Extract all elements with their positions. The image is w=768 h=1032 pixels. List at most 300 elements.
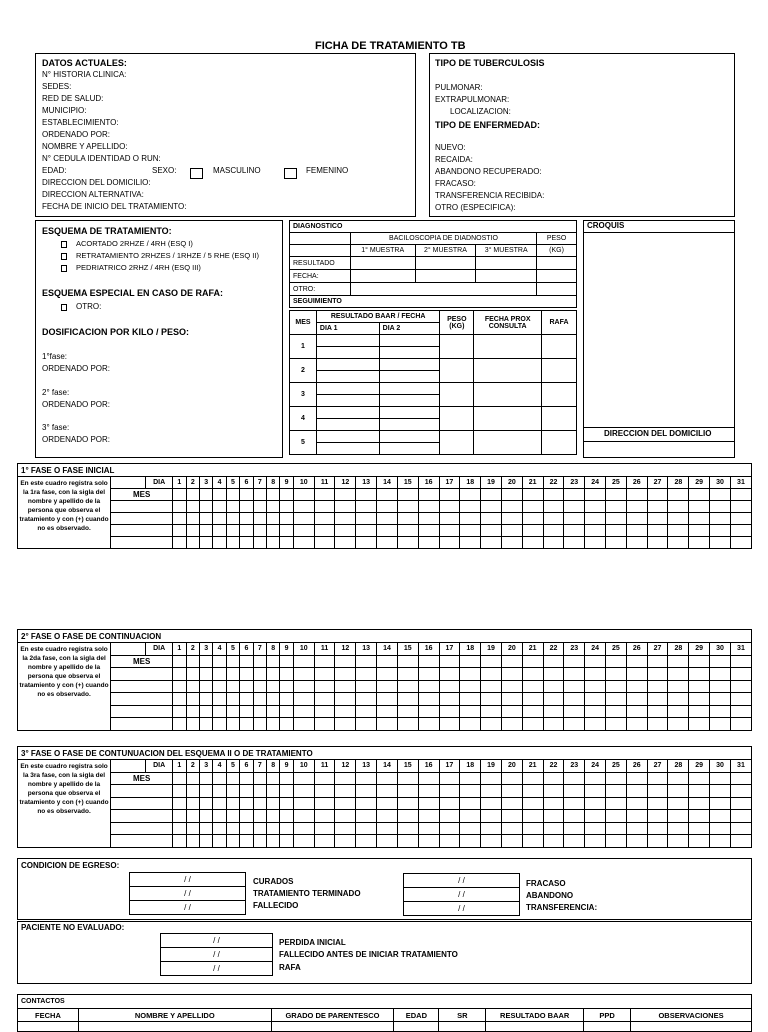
day-cell[interactable] [173, 797, 186, 810]
day-cell[interactable] [173, 822, 186, 835]
day-cell[interactable] [522, 718, 543, 731]
day-cell[interactable] [564, 525, 585, 537]
day-cell[interactable] [730, 513, 751, 525]
esq1-checkbox[interactable] [61, 241, 67, 248]
day-cell[interactable] [335, 822, 356, 835]
day-cell[interactable] [606, 785, 627, 798]
day-cell[interactable] [335, 501, 356, 513]
day-cell[interactable] [606, 501, 627, 513]
day-cell[interactable] [226, 489, 239, 501]
day-cell[interactable] [314, 693, 335, 706]
fecha-prox-cell[interactable] [474, 335, 542, 359]
day-cell[interactable] [199, 705, 212, 718]
day-cell[interactable] [543, 525, 564, 537]
day-cell[interactable] [460, 835, 481, 848]
day-cell[interactable] [543, 668, 564, 681]
day-cell[interactable] [710, 785, 731, 798]
day-cell[interactable] [186, 680, 199, 693]
egreso-date-box[interactable]: / / [129, 900, 246, 915]
day-cell[interactable] [585, 835, 606, 848]
day-cell[interactable] [199, 525, 212, 537]
day-cell[interactable] [173, 513, 186, 525]
day-cell[interactable] [564, 822, 585, 835]
day-cell[interactable] [501, 693, 522, 706]
day-cell[interactable] [293, 525, 314, 537]
day-cell[interactable] [226, 525, 239, 537]
day-cell[interactable] [186, 693, 199, 706]
day-cell[interactable] [418, 785, 439, 798]
rafa-cell[interactable] [542, 359, 577, 383]
day-cell[interactable] [226, 693, 239, 706]
day-cell[interactable] [668, 501, 689, 513]
cell[interactable] [537, 257, 577, 270]
day-cell[interactable] [522, 772, 543, 785]
day-cell[interactable] [543, 785, 564, 798]
day-cell[interactable] [226, 835, 239, 848]
esq3-checkbox[interactable] [61, 265, 67, 272]
day-cell[interactable] [543, 810, 564, 823]
day-cell[interactable] [397, 705, 418, 718]
day-cell[interactable] [543, 772, 564, 785]
femenino-checkbox[interactable] [284, 168, 297, 179]
day-cell[interactable] [213, 501, 226, 513]
day-cell[interactable] [280, 822, 293, 835]
peso-cell[interactable] [440, 335, 474, 359]
day-cell[interactable] [460, 489, 481, 501]
day-cell[interactable] [377, 835, 398, 848]
day-cell[interactable] [356, 693, 377, 706]
day-cell[interactable] [418, 810, 439, 823]
mes-cell[interactable] [111, 501, 173, 513]
day-cell[interactable] [481, 822, 502, 835]
day-cell[interactable] [314, 680, 335, 693]
day-cell[interactable] [522, 537, 543, 549]
day-cell[interactable] [668, 668, 689, 681]
day-cell[interactable] [606, 693, 627, 706]
day-cell[interactable] [293, 501, 314, 513]
day-cell[interactable] [439, 655, 460, 668]
day-cell[interactable] [397, 489, 418, 501]
day-cell[interactable] [647, 772, 668, 785]
day-cell[interactable] [199, 680, 212, 693]
mes-cell[interactable] [111, 537, 173, 549]
day-cell[interactable] [626, 785, 647, 798]
day-cell[interactable] [501, 489, 522, 501]
cell[interactable] [537, 283, 577, 296]
mes-cell[interactable] [111, 785, 173, 798]
day-cell[interactable] [439, 718, 460, 731]
day-cell[interactable] [626, 772, 647, 785]
day-cell[interactable] [213, 797, 226, 810]
day-cell[interactable] [335, 668, 356, 681]
day-cell[interactable] [606, 772, 627, 785]
peso-cell[interactable] [440, 359, 474, 383]
day-cell[interactable] [267, 772, 280, 785]
day-cell[interactable] [418, 668, 439, 681]
day-cell[interactable] [710, 525, 731, 537]
day-cell[interactable] [668, 680, 689, 693]
day-cell[interactable] [501, 680, 522, 693]
day-cell[interactable] [335, 513, 356, 525]
day-cell[interactable] [460, 525, 481, 537]
peso-cell[interactable] [440, 383, 474, 407]
day-cell[interactable] [335, 525, 356, 537]
day-cell[interactable] [280, 705, 293, 718]
day-cell[interactable] [199, 668, 212, 681]
day-cell[interactable] [481, 785, 502, 798]
day-cell[interactable] [689, 525, 710, 537]
day-cell[interactable] [418, 525, 439, 537]
day-cell[interactable] [626, 525, 647, 537]
day-cell[interactable] [522, 693, 543, 706]
day-cell[interactable] [730, 525, 751, 537]
day-cell[interactable] [397, 655, 418, 668]
cell[interactable] [415, 270, 476, 283]
day-cell[interactable] [501, 810, 522, 823]
baar-dia1-cell[interactable] [316, 407, 379, 419]
day-cell[interactable] [585, 655, 606, 668]
day-cell[interactable] [267, 501, 280, 513]
day-cell[interactable] [173, 680, 186, 693]
day-cell[interactable] [501, 537, 522, 549]
day-cell[interactable] [647, 537, 668, 549]
day-cell[interactable] [377, 797, 398, 810]
day-cell[interactable] [267, 537, 280, 549]
day-cell[interactable] [668, 655, 689, 668]
day-cell[interactable] [418, 822, 439, 835]
day-cell[interactable] [186, 668, 199, 681]
day-cell[interactable] [173, 810, 186, 823]
day-cell[interactable] [213, 693, 226, 706]
fecha-prox-cell[interactable] [474, 359, 542, 383]
day-cell[interactable] [173, 772, 186, 785]
day-cell[interactable] [397, 718, 418, 731]
day-cell[interactable] [397, 525, 418, 537]
baar-dia2-cell[interactable] [379, 347, 440, 359]
day-cell[interactable] [173, 501, 186, 513]
day-cell[interactable] [522, 705, 543, 718]
day-cell[interactable] [585, 513, 606, 525]
day-cell[interactable] [199, 772, 212, 785]
day-cell[interactable] [199, 785, 212, 798]
day-cell[interactable] [293, 835, 314, 848]
day-cell[interactable] [543, 537, 564, 549]
day-cell[interactable] [335, 718, 356, 731]
egreso-date-box[interactable]: / / [129, 872, 246, 887]
day-cell[interactable] [335, 835, 356, 848]
day-cell[interactable] [314, 822, 335, 835]
day-cell[interactable] [689, 785, 710, 798]
day-cell[interactable] [543, 693, 564, 706]
day-cell[interactable] [564, 655, 585, 668]
day-cell[interactable] [267, 705, 280, 718]
day-cell[interactable] [585, 705, 606, 718]
day-cell[interactable] [439, 772, 460, 785]
day-cell[interactable] [186, 718, 199, 731]
day-cell[interactable] [314, 489, 335, 501]
day-cell[interactable] [335, 772, 356, 785]
day-cell[interactable] [522, 655, 543, 668]
day-cell[interactable] [314, 501, 335, 513]
rafa-cell[interactable] [542, 335, 577, 359]
day-cell[interactable] [543, 489, 564, 501]
day-cell[interactable] [543, 501, 564, 513]
day-cell[interactable] [173, 835, 186, 848]
egreso-date-box[interactable]: / / [403, 887, 520, 902]
day-cell[interactable] [689, 810, 710, 823]
day-cell[interactable] [689, 822, 710, 835]
day-cell[interactable] [173, 705, 186, 718]
day-cell[interactable] [460, 718, 481, 731]
day-cell[interactable] [730, 772, 751, 785]
day-cell[interactable] [226, 513, 239, 525]
day-cell[interactable] [689, 680, 710, 693]
mes-cell[interactable] [111, 525, 173, 537]
day-cell[interactable] [647, 718, 668, 731]
day-cell[interactable] [253, 513, 266, 525]
day-cell[interactable] [199, 693, 212, 706]
day-cell[interactable] [356, 537, 377, 549]
day-cell[interactable] [199, 835, 212, 848]
day-cell[interactable] [377, 693, 398, 706]
egreso-date-box[interactable]: / / [129, 886, 246, 901]
day-cell[interactable] [314, 785, 335, 798]
day-cell[interactable] [240, 501, 253, 513]
day-cell[interactable] [730, 718, 751, 731]
mes-cell[interactable] [111, 822, 173, 835]
day-cell[interactable] [240, 772, 253, 785]
day-cell[interactable] [267, 785, 280, 798]
day-cell[interactable] [710, 501, 731, 513]
day-cell[interactable] [439, 537, 460, 549]
day-cell[interactable] [253, 668, 266, 681]
day-cell[interactable] [710, 655, 731, 668]
day-cell[interactable] [267, 835, 280, 848]
day-cell[interactable] [439, 693, 460, 706]
day-cell[interactable] [253, 680, 266, 693]
day-cell[interactable] [439, 797, 460, 810]
day-cell[interactable] [213, 718, 226, 731]
day-cell[interactable] [689, 668, 710, 681]
day-cell[interactable] [356, 785, 377, 798]
day-cell[interactable] [522, 501, 543, 513]
day-cell[interactable] [293, 668, 314, 681]
day-cell[interactable] [267, 680, 280, 693]
day-cell[interactable] [647, 822, 668, 835]
day-cell[interactable] [606, 797, 627, 810]
day-cell[interactable] [418, 705, 439, 718]
day-cell[interactable] [356, 810, 377, 823]
day-cell[interactable] [564, 537, 585, 549]
day-cell[interactable] [522, 525, 543, 537]
day-cell[interactable] [522, 680, 543, 693]
day-cell[interactable] [501, 822, 522, 835]
fecha-prox-cell[interactable] [474, 407, 542, 431]
baar-dia1-cell[interactable] [316, 371, 379, 383]
day-cell[interactable] [356, 797, 377, 810]
day-cell[interactable] [293, 693, 314, 706]
baar-dia1-cell[interactable] [316, 395, 379, 407]
day-cell[interactable] [730, 810, 751, 823]
day-cell[interactable] [253, 772, 266, 785]
day-cell[interactable] [668, 705, 689, 718]
day-cell[interactable] [213, 785, 226, 798]
day-cell[interactable] [668, 785, 689, 798]
day-cell[interactable] [253, 537, 266, 549]
day-cell[interactable] [186, 655, 199, 668]
day-cell[interactable] [460, 680, 481, 693]
day-cell[interactable] [356, 835, 377, 848]
day-cell[interactable] [186, 525, 199, 537]
day-cell[interactable] [199, 810, 212, 823]
day-cell[interactable] [501, 772, 522, 785]
day-cell[interactable] [439, 525, 460, 537]
day-cell[interactable] [335, 655, 356, 668]
day-cell[interactable] [626, 810, 647, 823]
day-cell[interactable] [668, 772, 689, 785]
day-cell[interactable] [213, 835, 226, 848]
day-cell[interactable] [543, 680, 564, 693]
day-cell[interactable] [356, 489, 377, 501]
day-cell[interactable] [335, 693, 356, 706]
day-cell[interactable] [356, 718, 377, 731]
day-cell[interactable] [647, 680, 668, 693]
day-cell[interactable] [356, 705, 377, 718]
day-cell[interactable] [668, 513, 689, 525]
day-cell[interactable] [240, 785, 253, 798]
day-cell[interactable] [689, 537, 710, 549]
day-cell[interactable] [253, 489, 266, 501]
day-cell[interactable] [522, 668, 543, 681]
rafa-cell[interactable] [542, 431, 577, 455]
day-cell[interactable] [173, 489, 186, 501]
day-cell[interactable] [226, 822, 239, 835]
day-cell[interactable] [335, 680, 356, 693]
day-cell[interactable] [356, 680, 377, 693]
baar-dia2-cell[interactable] [379, 395, 440, 407]
day-cell[interactable] [460, 537, 481, 549]
day-cell[interactable] [173, 537, 186, 549]
day-cell[interactable] [710, 718, 731, 731]
contactos-cell[interactable] [631, 1022, 752, 1032]
day-cell[interactable] [253, 501, 266, 513]
day-cell[interactable] [186, 489, 199, 501]
day-cell[interactable] [626, 668, 647, 681]
day-cell[interactable] [439, 489, 460, 501]
day-cell[interactable] [689, 489, 710, 501]
day-cell[interactable] [253, 705, 266, 718]
day-cell[interactable] [481, 797, 502, 810]
day-cell[interactable] [606, 537, 627, 549]
day-cell[interactable] [226, 655, 239, 668]
day-cell[interactable] [240, 718, 253, 731]
baar-dia2-cell[interactable] [379, 335, 440, 347]
day-cell[interactable] [226, 680, 239, 693]
fecha-prox-cell[interactable] [474, 383, 542, 407]
day-cell[interactable] [186, 705, 199, 718]
day-cell[interactable] [460, 705, 481, 718]
day-cell[interactable] [377, 705, 398, 718]
cell[interactable] [476, 270, 537, 283]
day-cell[interactable] [606, 705, 627, 718]
day-cell[interactable] [606, 718, 627, 731]
day-cell[interactable] [253, 835, 266, 848]
day-cell[interactable] [293, 655, 314, 668]
day-cell[interactable] [481, 772, 502, 785]
day-cell[interactable] [460, 655, 481, 668]
contactos-cell[interactable] [584, 1022, 631, 1032]
day-cell[interactable] [481, 693, 502, 706]
masculino-checkbox[interactable] [190, 168, 203, 179]
day-cell[interactable] [564, 785, 585, 798]
day-cell[interactable] [626, 537, 647, 549]
day-cell[interactable] [293, 785, 314, 798]
day-cell[interactable] [501, 655, 522, 668]
day-cell[interactable] [293, 489, 314, 501]
day-cell[interactable] [564, 693, 585, 706]
day-cell[interactable] [689, 501, 710, 513]
baar-dia1-cell[interactable] [316, 431, 379, 443]
day-cell[interactable] [253, 525, 266, 537]
day-cell[interactable] [240, 693, 253, 706]
day-cell[interactable] [564, 772, 585, 785]
day-cell[interactable] [293, 680, 314, 693]
day-cell[interactable] [226, 772, 239, 785]
baar-dia2-cell[interactable] [379, 419, 440, 431]
day-cell[interactable] [501, 668, 522, 681]
day-cell[interactable] [710, 810, 731, 823]
day-cell[interactable] [564, 705, 585, 718]
contactos-cell[interactable] [78, 1022, 271, 1032]
day-cell[interactable] [730, 693, 751, 706]
day-cell[interactable] [439, 513, 460, 525]
contactos-cell[interactable] [394, 1022, 439, 1032]
day-cell[interactable] [668, 797, 689, 810]
day-cell[interactable] [314, 718, 335, 731]
day-cell[interactable] [199, 655, 212, 668]
day-cell[interactable] [626, 655, 647, 668]
baar-dia1-cell[interactable] [316, 419, 379, 431]
day-cell[interactable] [356, 772, 377, 785]
day-cell[interactable] [314, 513, 335, 525]
mes-cell[interactable] [111, 835, 173, 848]
day-cell[interactable] [522, 835, 543, 848]
day-cell[interactable] [267, 513, 280, 525]
day-cell[interactable] [199, 797, 212, 810]
day-cell[interactable] [226, 810, 239, 823]
day-cell[interactable] [481, 537, 502, 549]
day-cell[interactable] [240, 513, 253, 525]
day-cell[interactable] [481, 513, 502, 525]
day-cell[interactable] [253, 655, 266, 668]
day-cell[interactable] [377, 489, 398, 501]
day-cell[interactable] [481, 525, 502, 537]
day-cell[interactable] [356, 668, 377, 681]
day-cell[interactable] [314, 668, 335, 681]
day-cell[interactable] [543, 655, 564, 668]
day-cell[interactable] [626, 718, 647, 731]
baar-dia2-cell[interactable] [379, 383, 440, 395]
day-cell[interactable] [501, 835, 522, 848]
day-cell[interactable] [730, 785, 751, 798]
day-cell[interactable] [173, 718, 186, 731]
day-cell[interactable] [481, 705, 502, 718]
day-cell[interactable] [280, 513, 293, 525]
day-cell[interactable] [647, 693, 668, 706]
baar-dia1-cell[interactable] [316, 359, 379, 371]
day-cell[interactable] [418, 718, 439, 731]
day-cell[interactable] [213, 537, 226, 549]
